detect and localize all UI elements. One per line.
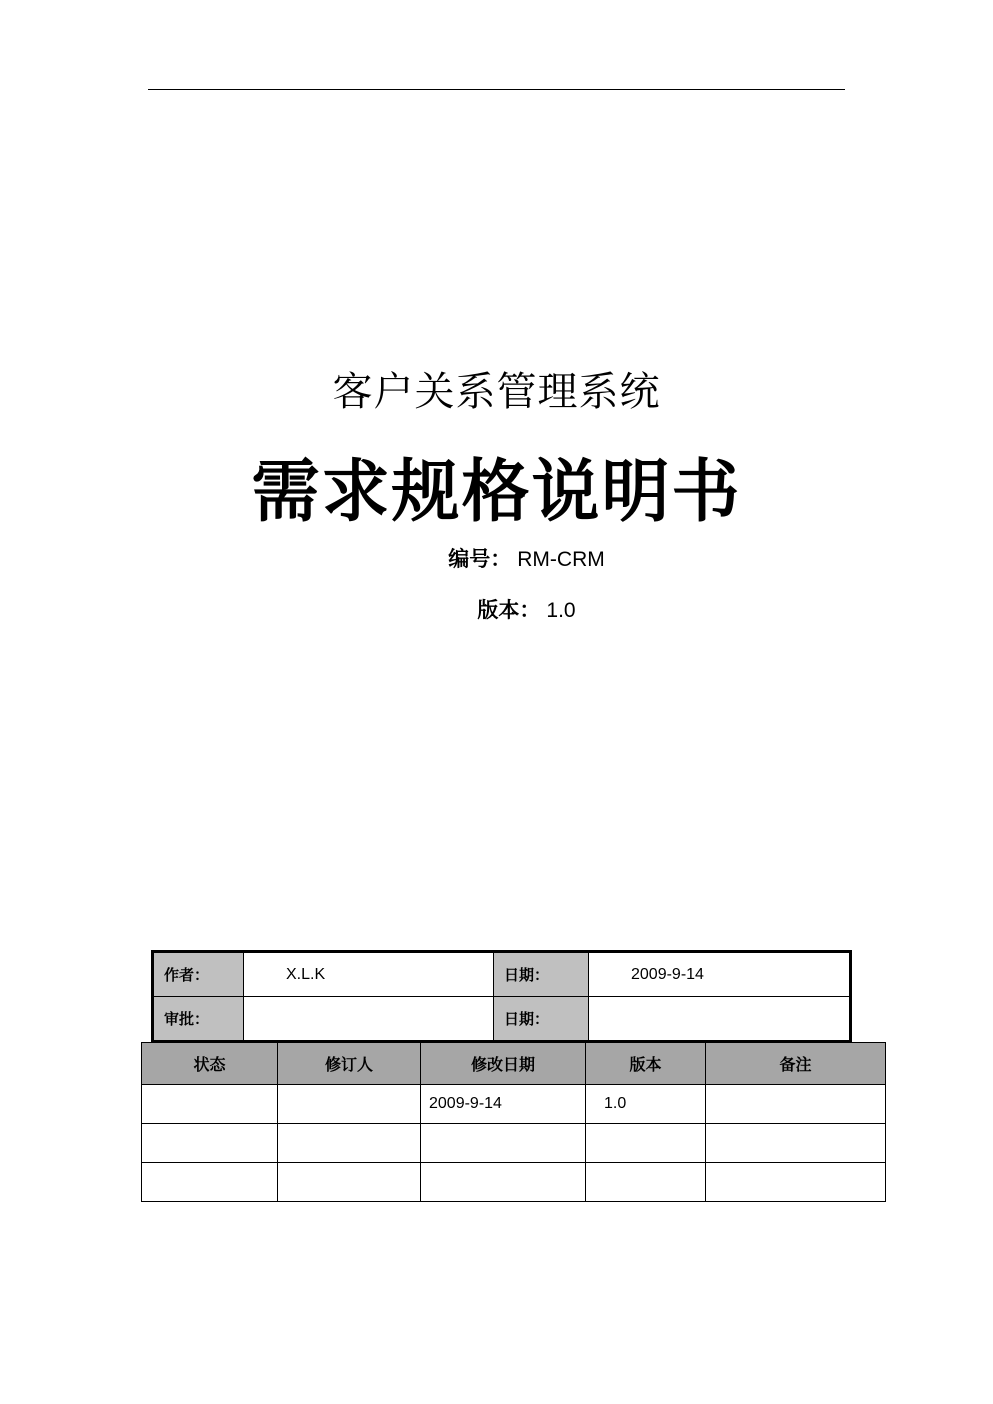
cell-version: 1.0 [586,1085,706,1124]
document-code-label: 编号： [448,547,512,571]
table-row [142,1124,886,1163]
cell-reviser [278,1163,421,1202]
cell-modified-date [421,1163,586,1202]
cell-status [142,1085,278,1124]
table-row [153,997,851,1042]
cell-remarks [706,1163,886,1202]
document-version-label: 版本： [477,598,541,622]
column-header-status: 状态 [142,1043,278,1085]
cell-reviser [278,1085,421,1124]
document-code-value: RM-CRM [517,548,605,571]
date-value: 2009-9-14 [589,952,851,997]
cell-modified-date [421,1124,586,1163]
cell-version [586,1124,706,1163]
author-value: X.L.K [244,952,494,997]
cell-reviser [278,1124,421,1163]
approval-date-value [589,997,851,1042]
approval-label: 审批： [153,997,244,1042]
author-label: 作者： [153,952,244,997]
document-version-value: 1.0 [546,599,576,622]
cell-version [586,1163,706,1202]
column-header-reviser: 修订人 [278,1043,421,1085]
document-version [30,594,993,624]
approval-date-label: 日期： [494,997,589,1042]
column-header-remarks: 备注 [706,1043,886,1085]
column-header-version: 版本 [586,1043,706,1085]
revision-history-table [141,1042,886,1202]
column-header-modified-date: 修改日期 [421,1043,586,1085]
document-subtitle: 客户关系管理系统 [332,369,661,415]
date-label: 日期： [494,952,589,997]
sign-off-table [151,950,852,1043]
cell-status [142,1124,278,1163]
document-title: 需求规格说明书 [251,453,742,532]
cell-remarks [706,1085,886,1124]
header-rule [148,89,845,90]
cell-status [142,1163,278,1202]
table-row [153,952,851,997]
cell-modified-date: 2009-9-14 [421,1085,586,1124]
cell-remarks [706,1124,886,1163]
table-row [142,1085,886,1124]
table-header-row [142,1043,886,1085]
document-code [30,543,993,573]
table-row [142,1163,886,1202]
approval-value [244,997,494,1042]
